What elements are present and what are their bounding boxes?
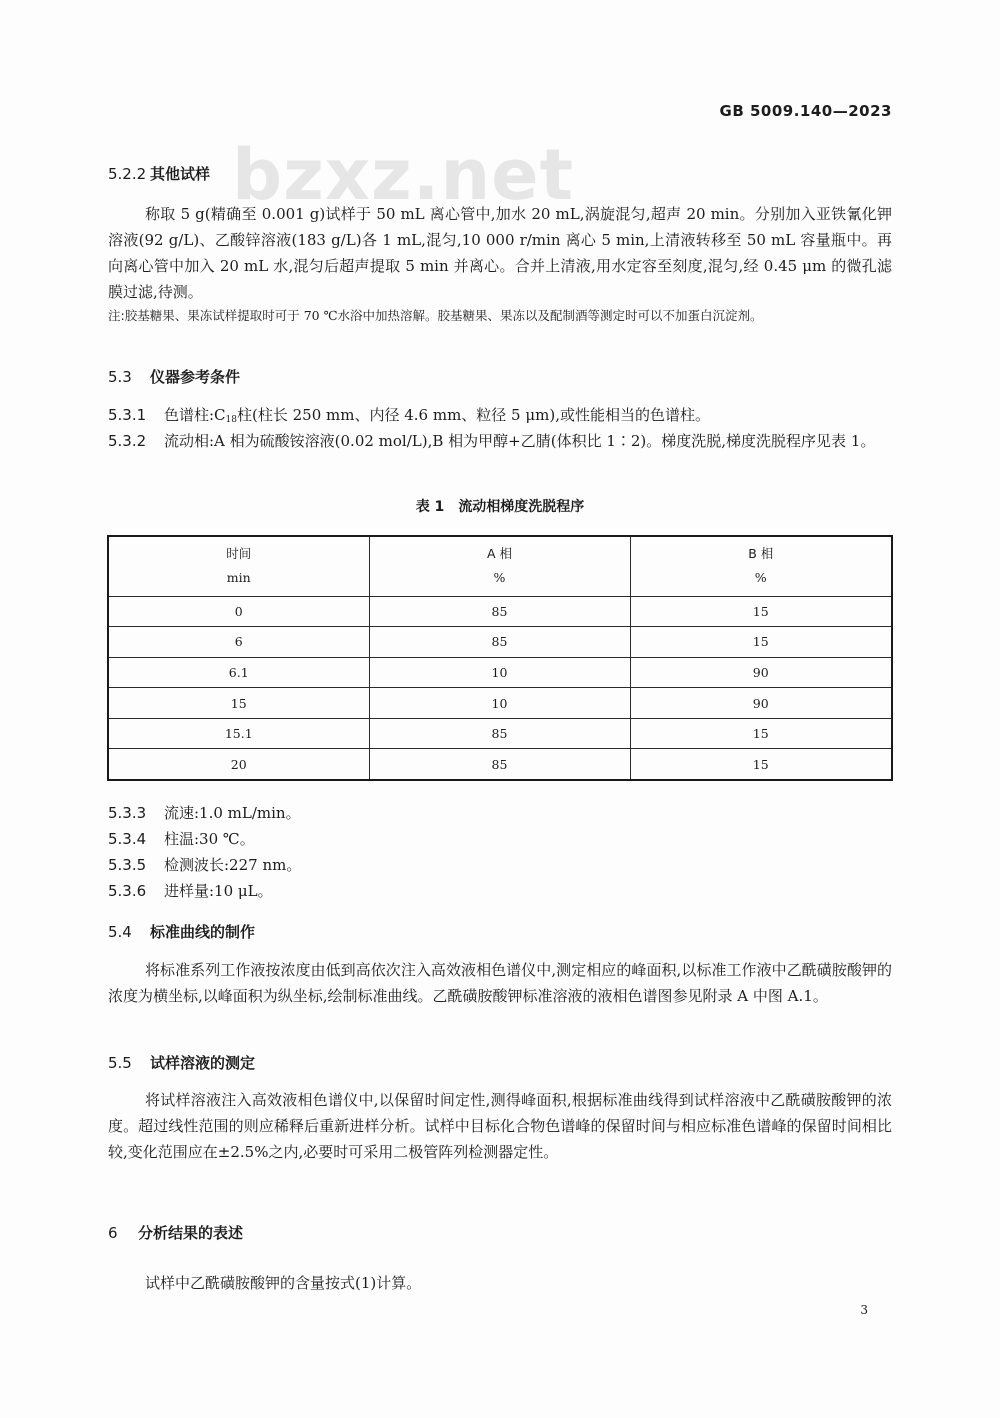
section-number: 6 — [108, 1224, 118, 1242]
section-5-5-paragraph: 将试样溶液注入高效液相色谱仪中,以保留时间定性,测得峰面积,根据标准曲线得到试样溶液中乙酰磺胺酸钾的浓度。超过线性范围的则应稀释后重新进样分析。试样中目标化合物色谱峰的保留时间与相应标准色谱峰的保留时间相比较,变化范围应在±2.5%之内,必要时可采用二极管阵列检测器定性。 — [108, 1091, 892, 1161]
section-number: 5.2.2 — [108, 165, 147, 183]
item-text-post: 柱(柱长 250 mm、内径 4.6 mm、粒径 5 μm),或性能相当的色谱柱。 — [236, 406, 710, 424]
table-caption: 流动相梯度洗脱程序 — [458, 499, 585, 515]
item-5-3-5 — [108, 852, 892, 878]
page-number: 3 — [860, 1303, 868, 1317]
item-number: 5.3.2 — [108, 432, 147, 450]
section-5-2-2-heading — [108, 163, 210, 184]
cell-phase-b: 15 — [630, 596, 892, 627]
item-5-3-3 — [108, 800, 892, 826]
cell-phase-a: 10 — [369, 688, 630, 719]
table-row — [108, 627, 892, 658]
cell-time: 15.1 — [108, 718, 369, 749]
cell-phase-a: 85 — [369, 596, 630, 627]
cell-time: 20 — [108, 749, 369, 780]
item-5-3-4 — [108, 826, 892, 852]
item-text: 流速:1.0 mL/min。 — [164, 804, 301, 822]
table-header-row — [108, 536, 892, 596]
cell-phase-a: 10 — [369, 657, 630, 688]
item-number: 5.3.4 — [108, 830, 147, 848]
section-5-2-2-note — [108, 305, 892, 327]
cell-phase-b: 15 — [630, 718, 892, 749]
cell-phase-b: 15 — [630, 627, 892, 658]
section-number: 5.5 — [108, 1054, 132, 1072]
table-row — [108, 688, 892, 719]
section-5-2-2-paragraph: 称取 5 g(精确至 0.001 g)试样于 50 mL 离心管中,加水 20 mL,涡旋混匀,超声 20 min。分别加入亚铁氰化钾溶液(92 g/L)、乙酸锌溶液(183 g/L)各 1 mL,混匀,10 000 r/min 离心 5 min,上清液转移至 50 mL 容量瓶中。再向离心管中加入 20 mL 水,混匀后超声提取 5 min 并离心。合并上清液,用水定容至刻度,混匀,经 0.45 μm 的微孔滤膜过滤,待测。 — [108, 205, 892, 301]
item-5-3-6 — [108, 878, 892, 904]
item-text: 流动相:A 相为硫酸铵溶液(0.02 mol/L),B 相为甲醇+乙腈(体积比 1∶2)。梯度洗脱,梯度洗脱程序见表 1。 — [164, 432, 876, 450]
item-text: 柱温:30 ℃。 — [164, 830, 255, 848]
item-number: 5.3.5 — [108, 856, 147, 874]
section-5-5-heading — [108, 1052, 255, 1073]
section-title: 仪器参考条件 — [150, 368, 241, 386]
table-row — [108, 596, 892, 627]
item-5-3-2 — [108, 428, 892, 454]
item-text: 检测波长:227 nm。 — [164, 856, 302, 874]
header-phase-b: B 相 % — [630, 536, 892, 596]
item-text: 进样量:10 μL。 — [164, 882, 273, 900]
cell-phase-b: 90 — [630, 657, 892, 688]
section-title: 其他试样 — [150, 165, 211, 183]
cell-time: 6 — [108, 627, 369, 658]
note-text: 胶基糖果、果冻试样提取时可于 70 ℃水浴中加热溶解。胶基糖果、果冻以及配制酒等测定时可以不加蛋白沉淀剂。 — [124, 308, 763, 323]
standard-code: GB 5009.140—2023 — [719, 102, 892, 120]
section-5-4-heading — [108, 921, 255, 942]
cell-time: 15 — [108, 688, 369, 719]
item-number: 5.3.3 — [108, 804, 147, 822]
item-subscript: 18 — [225, 415, 237, 425]
cell-phase-a: 85 — [369, 749, 630, 780]
watermark: bzxz.net — [232, 134, 575, 216]
section-6-heading — [108, 1222, 243, 1243]
table-row — [108, 718, 892, 749]
gradient-table — [107, 535, 893, 781]
cell-phase-a: 85 — [369, 627, 630, 658]
section-5-4-paragraph: 将标准系列工作液按浓度由低到高依次注入高效液相色谱仪中,测定相应的峰面积,以标准工作液中乙酰磺胺酸钾的浓度为横坐标,以峰面积为纵坐标,绘制标准曲线。乙酰磺胺酸钾标准溶液的液相色谱图参见附录 A 中图 A.1。 — [108, 961, 892, 1005]
section-number: 5.3 — [108, 368, 132, 386]
header-phase-a: A 相 % — [369, 536, 630, 596]
cell-time: 6.1 — [108, 657, 369, 688]
table-1-title — [108, 496, 892, 516]
section-5-3-heading — [108, 366, 240, 387]
item-text-pre: 色谱柱:C — [164, 406, 226, 424]
cell-phase-b: 15 — [630, 749, 892, 780]
cell-time: 0 — [108, 596, 369, 627]
table-row — [108, 657, 892, 688]
table-label: 表 1 — [415, 499, 445, 515]
item-number: 5.3.1 — [108, 406, 147, 424]
section-6-paragraph: 试样中乙酰磺胺酸钾的含量按式(1)计算。 — [145, 1274, 422, 1292]
note-label: 注: — [108, 308, 125, 323]
section-title: 试样溶液的测定 — [150, 1054, 256, 1072]
cell-phase-a: 85 — [369, 718, 630, 749]
header-time: 时间 min — [108, 536, 369, 596]
item-number: 5.3.6 — [108, 882, 147, 900]
table-row — [108, 749, 892, 780]
cell-phase-b: 90 — [630, 688, 892, 719]
section-title: 分析结果的表述 — [138, 1224, 244, 1242]
section-title: 标准曲线的制作 — [150, 923, 256, 941]
section-number: 5.4 — [108, 923, 132, 941]
